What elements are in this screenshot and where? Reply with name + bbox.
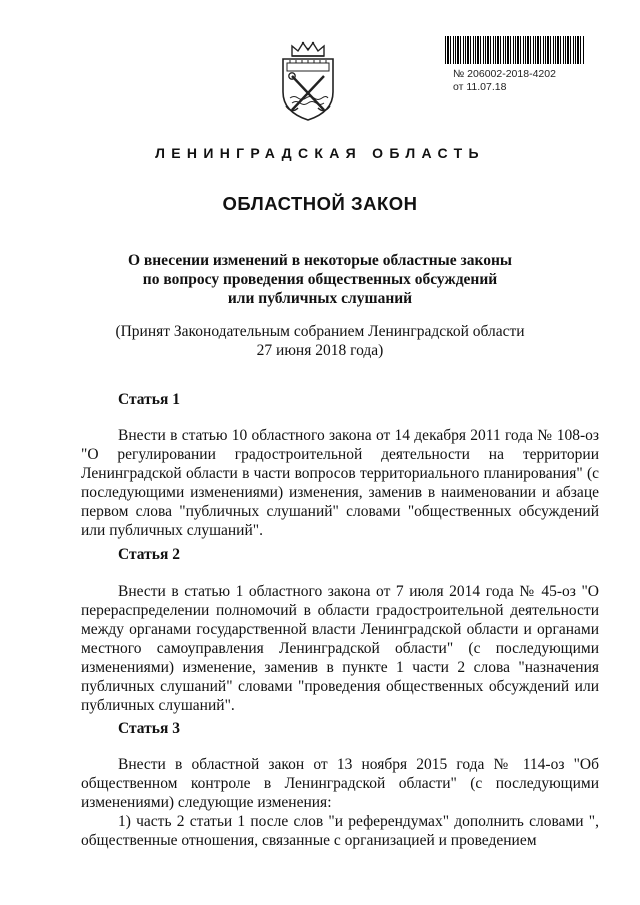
adoption-note-line: 27 июня 2018 года) xyxy=(256,342,384,359)
law-subject-line: по вопросу проведения общественных обсуждений xyxy=(142,271,498,288)
barcode xyxy=(445,36,585,64)
article-3-item-1: 1) часть 2 статьи 1 после слов "и референдумах" дополнить словами ", общественные отношения, связанные с организацией и проведением xyxy=(81,813,599,849)
coat-of-arms-icon xyxy=(278,40,338,122)
article-1-heading: Статья 1 xyxy=(118,391,180,408)
document-type-title: ОБЛАСТНОЙ ЗАКОН xyxy=(222,193,418,214)
law-subject xyxy=(0,251,640,308)
adoption-note xyxy=(0,322,640,360)
article-1-text: Внести в статью 10 областного закона от 14 декабря 2011 года № 108-оз "О регулировании градостроительной деятельности на территории Ленинградской области в части вопросов территориального планирования" (с последующими изменениями) изменения, заменив в наименовании и абзаце первом слова "публичных слушаний" словами "общественных обсуждений или публичных слушаний". xyxy=(81,427,599,539)
region-heading: ЛЕНИНГРАДСКАЯ ОБЛАСТЬ xyxy=(155,145,485,161)
article-2-text: Внести в статью 1 областного закона от 7 июля 2014 года № 45-оз "О перераспределении полномочий в области градостроительной деятельности между органами государственной власти Ленинградской области и органами местного самоуправления Ленинградской области" (с последующими изменениями) изменение, заменив в пункте 1 части 2 слова "назначения публичных слушаний" словами "проведения общественных обсуждений или публичных слушаний". xyxy=(81,583,599,714)
adoption-note-line: (Принят Законодательным собранием Ленинградской области xyxy=(115,323,525,340)
registration-number: № 206002-2018-4202 xyxy=(453,68,556,80)
registration-date: от 11.07.18 xyxy=(453,81,507,93)
article-2-heading: Статья 2 xyxy=(118,546,180,563)
article-3-text: Внести в областной закон от 13 ноября 2015 года № 114-оз "Об общественном контроле в Ленинградской области" (с последующими изменениями) следующие изменения: xyxy=(81,756,599,811)
article-3-heading: Статья 3 xyxy=(118,720,180,737)
law-subject-line: или публичных слушаний xyxy=(227,290,413,307)
law-subject-line: О внесении изменений в некоторые областные законы xyxy=(127,252,513,269)
